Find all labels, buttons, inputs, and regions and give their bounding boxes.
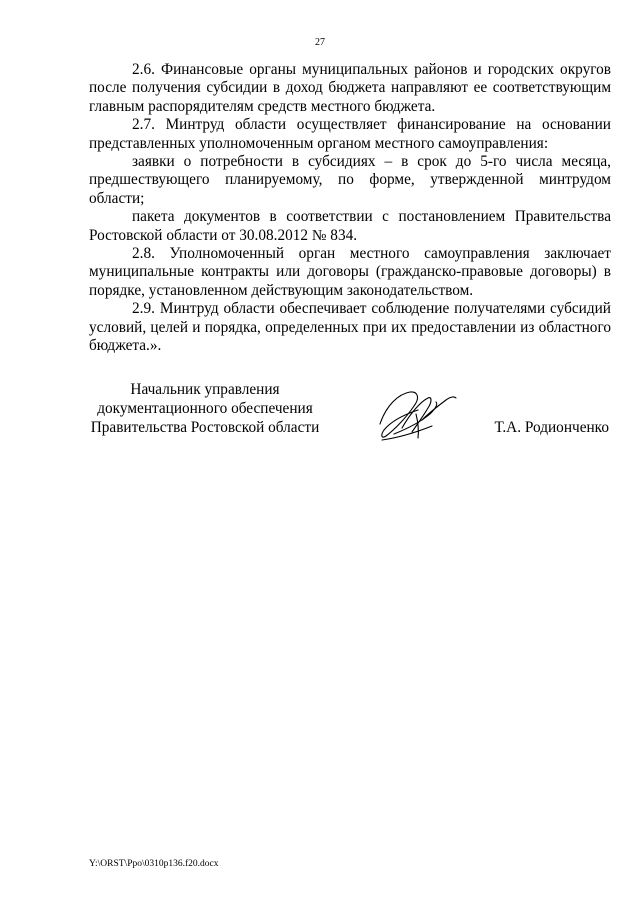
- paragraph-2-7: 2.7. Минтруд области осуществляет финансирование на основании представленных уполномоченным органом местного самоуправления:: [89, 116, 611, 152]
- signatory-name: Т.А. Родионченко: [494, 419, 609, 436]
- paragraph-2-6: 2.6. Финансовые органы муниципальных районов и городских округов после получения субсидии в доход бюджета направляют ее соответствующим главным распорядителям средств местного бюджета.: [89, 61, 611, 115]
- signatory-title: [89, 380, 321, 437]
- signature-block: [0, 380, 640, 460]
- paragraph-2-7-item-documents: пакета документов в соответствии с постановлением Правительства Ростовской области от 30.08.2012 № 834.: [89, 208, 611, 244]
- footer-file-path: Y:\ORST\Ppo\0310p136.f20.docx: [89, 859, 219, 869]
- handwritten-signature: [372, 384, 462, 444]
- document-body: [89, 61, 611, 356]
- signatory-title-line: документационного обеспечения: [97, 400, 313, 417]
- signatory-title-line: Начальник управления: [130, 381, 280, 398]
- paragraph-2-9: 2.9. Минтруд области обеспечивает соблюдение получателями субсидий условий, целей и порядка, определенных при их предоставлении из областного бюджета.».: [89, 300, 611, 355]
- paragraph-2-7-item-applications: заявки о потребности в субсидиях – в срок до 5-го числа месяца, предшествующего планируемому, по форме, утвержденной минтрудом области;: [89, 153, 611, 207]
- signatory-title-line: Правительства Ростовской области: [90, 419, 320, 436]
- page-number: 27: [315, 37, 325, 48]
- paragraph-2-8: 2.8. Уполномоченный орган местного самоуправления заключает муниципальные контракты или договоры (гражданско-правовые договоры) в порядке, установленном действующим законодательством.: [89, 245, 611, 299]
